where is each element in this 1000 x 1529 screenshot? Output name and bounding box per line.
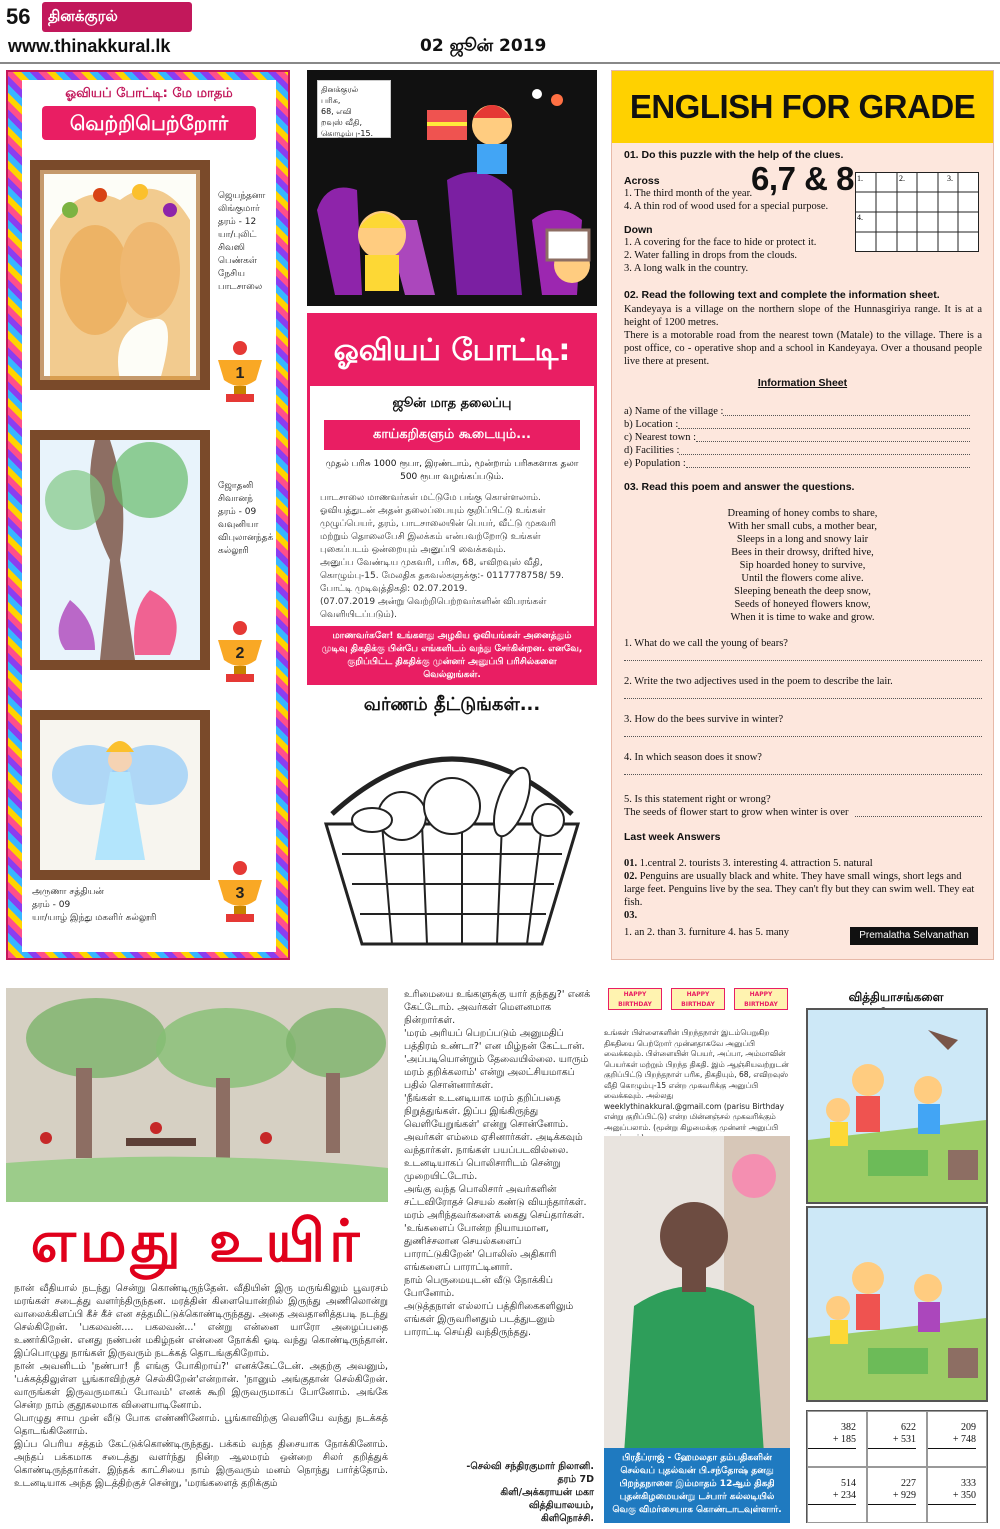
trophy-2-rank: 2 [235, 645, 245, 662]
site-url[interactable]: www.thinakkural.lk [8, 36, 171, 56]
answer-label: 03. [624, 910, 638, 921]
clue-across: 4. A thin rod of wood used for a special purpose. [624, 201, 829, 212]
q1-heading: 01. Do this puzzle with the help of the clues. [624, 149, 844, 161]
winner-3-name: அருணா சத்தியன் [32, 887, 105, 897]
address-line: 68, எவி [321, 107, 352, 116]
rule-line: பாடசாலை மாணவர்கள் மட்டுமே பங்கு கொள்ளலாம். [320, 493, 541, 503]
passage-paragraph: There is a motorable road from the nearest town (Matale) to the village. There is a post office, co - operative shop and a school in Kandeyaya. Over a thousand people live there at present. [624, 330, 982, 367]
q2-heading: 02. Read the following text and complete the information sheet. [624, 289, 940, 301]
passage-paragraph: Kandeyaya is a village on the northern slope of the Hunnasgiriya range. It is at a height of 1200 metres. [624, 304, 982, 328]
poem-line: Sip hoarded honey to survive, [739, 560, 866, 571]
article-paragraph: அவர்கள் எம்மை ஏசினார்கள். அடிக்கவும் வந்தார்கள். நாங்கள் பயப்படவில்லை. உடனடியாகப் பொலிசாரிடம் சென்று முறையிட்டோம். [404, 1132, 583, 1182]
poem-line: With her small cubs, a mother bear, [727, 521, 878, 532]
info-field-label: d) Facilities : [624, 445, 680, 456]
winner-1-info [218, 190, 276, 294]
birthday-photo [604, 1136, 790, 1454]
question-3[interactable] [624, 713, 982, 737]
page-number: 56 [6, 4, 31, 29]
clue-across: 1. The third month of the year. [624, 188, 753, 199]
winner-2-painting [30, 430, 210, 670]
article-paragraph: பொழுது சாய முன் வீடு போக எண்ணினோம். பூங்காவிற்கு வெளியே வந்து நடக்கத் தொடங்கினோம். [14, 1413, 388, 1437]
q1-clues [624, 175, 852, 275]
page-header [0, 0, 1000, 64]
masthead-logo: தினக்குரல் [42, 2, 192, 32]
competition-box [307, 313, 597, 685]
sum-box[interactable] [807, 1467, 867, 1523]
sum-box[interactable] [807, 1411, 867, 1467]
across-label: Across [624, 175, 660, 187]
info-field[interactable] [624, 431, 970, 444]
sum-bottom: + 531 [892, 1434, 916, 1445]
poem-line: Bees in their drowsy, drifted hive, [731, 547, 874, 558]
winners-title: வெற்றிபெற்றோர் [42, 106, 256, 140]
clue-down: 2. Water falling in drops from the clouds. [624, 250, 798, 261]
birthday-caption: பிரதீப்ராஜ் - ஹேமலதா தம்பதிகளின் செல்வப் புதல்வன் பி.சந்தோஷ் தனது பிறந்தநாளை இம்மாதம் 12ஆம் திகதி புதன்கிழமையன்று டச்பார் கல்லடியில் வெகு விமர்சையாக கொண்டாடவுள்ளார். [604, 1448, 790, 1523]
winners-panel [6, 70, 290, 960]
winner-1-grade: தரம் - 12 [218, 217, 257, 227]
winners-inner [22, 80, 276, 952]
sum-top: 333 [961, 1478, 976, 1489]
article-body-right [404, 988, 594, 1339]
info-field[interactable] [624, 405, 970, 418]
draw-banner [307, 70, 597, 306]
grid-number-4: 4. [857, 213, 863, 222]
rule-line: போட்டி முடிவுத்திகதி: 02.07.2019. [320, 584, 468, 594]
article-paragraph: உரிமையை உங்களுக்கு யார் தந்தது?' எனக் கேட்டோம். அவர்கள் மௌனமாக நின்றார்கள். [404, 989, 591, 1026]
grid-number-1: 1. [857, 174, 863, 183]
winner-1-name: ஜெயந்தனா [218, 191, 266, 201]
poem [612, 507, 993, 624]
info-field[interactable] [624, 418, 970, 431]
winner-2-name: ஜோதனி [218, 481, 254, 491]
birthday-badge: HAPPY BIRTHDAY [734, 988, 788, 1010]
article-paragraph: நான் அவனிடம் 'நண்பா! நீ எங்கு போகிறாய்?' எனக்கேட்டேன். அதற்கு அவனும், 'பக்கத்திலுள்ள பூங்காவிற்குச் செல்கிறேன்'என்றான். 'நானும் அங்குதான் செல்கிறேன். வாருங்கள் இருவருமாகப் போவம்' எனக் கூறி இருவருமாகப் போனோம். அங்கே சென்ற நாம் குதூகலமாக விளையாடினோம். [14, 1361, 388, 1411]
info-field-label: a) Name of the village : [624, 406, 724, 417]
winner-1-line: யா/புலிட் [218, 230, 257, 240]
sum-bottom: + 929 [892, 1490, 916, 1501]
info-field-label: c) Nearest town : [624, 432, 697, 443]
sum-bottom: + 748 [952, 1434, 976, 1445]
rule-line: ஓவியத்துடன் அதன் தலைப்பையும் குறிப்பிட்டு உங்கள் முழுப்பெயர், தரம், பாடசாலையின் பெயர், வீட்டு முகவரி மற்றும் தொலைபேசி இலக்கம் என்பவற்றோடு உங்கள் புகைப்படம் ஒன்றையும் அனுப்பி வைக்கவும். [320, 506, 557, 555]
winner-1-line: பெண்கள் [218, 256, 258, 266]
article-paragraph: 'மரம் அரியப் பெறப்படும் அனுமதிப் பத்திரம் உண்டா?' என மிழ்நன் கேட்டான். [404, 1028, 585, 1052]
sum-top: 227 [901, 1478, 916, 1489]
address-line: கொழும்பு-15. [321, 129, 374, 138]
butterfly-fairy-illustration [40, 720, 200, 870]
info-field-label: b) Location : [624, 419, 679, 430]
winner-3-school: யா/யாழ் இந்து மகளிர் கல்லூரி [32, 913, 157, 923]
winner-2-line: விபுலானந்தக் [218, 533, 274, 543]
vegetable-basket-illustration [312, 724, 592, 954]
winner-2-info [218, 480, 276, 558]
poem-line: Seeds of honeyed flowers know, [734, 599, 871, 610]
info-field-label: e) Population : [624, 458, 686, 469]
question-text: 2. Write the two adjectives used in the poem to describe the lair. [624, 676, 893, 687]
sum-top: 622 [901, 1422, 916, 1433]
answer-text: Penguins are usually black and white. They have small wings, short legs and large feet. Penguins live by the sea. They can't fly but they can swim well. They eat fish. [624, 871, 975, 908]
tree-cutting-drawing [6, 988, 388, 1202]
article-paragraph: அடுத்தநாள் எல்லாப் பத்திரிகைகளிலும் எங்கள் இருவரினதும் படத்துடனும் பாராட்டி செய்தி வந்திருந்தது. [404, 1301, 574, 1338]
sum-box[interactable] [927, 1467, 987, 1523]
sum-top: 209 [961, 1422, 976, 1433]
trophy-1-rank: 1 [235, 365, 245, 382]
question-text: 4. In which season does it snow? [624, 752, 762, 763]
grid-number-2: 2. [899, 174, 905, 183]
sum-top: 382 [841, 1422, 856, 1433]
fairy-illustration [40, 440, 200, 660]
poem-line: Sleeps in a long and snowy lair [736, 534, 869, 545]
poem-line: Sleeping beneath the deep snow, [734, 586, 871, 597]
q3-heading: 03. Read this poem and answer the questions. [624, 481, 855, 493]
issue-date: 02 ஜூன் 2019 [420, 36, 547, 56]
answer-text: 1. an 2. than 3. furniture 4. has 5. many [624, 927, 790, 938]
birthday-badge: HAPPY BIRTHDAY [671, 988, 725, 1010]
article-body-left [14, 1282, 388, 1490]
article-title: எமது உயிர் [30, 1207, 364, 1275]
author-line: வித்தியாலயம், [528, 1500, 594, 1511]
winner-2-line: சிவானந் [218, 494, 253, 504]
winner-1-line: லிங்குமார் [218, 204, 260, 214]
competition-theme: காய்கறிகளும் கூடையும்... [324, 420, 580, 450]
kids-drawing-illustration [307, 70, 597, 306]
winner-3-grade: தரம் - 09 [32, 900, 71, 910]
sum-box[interactable] [927, 1411, 987, 1467]
article-paragraph: அங்கு வந்த பொலிசார் அவர்களின் சட்டவிரோதச் செயல் கண்டு வியந்தார்கள். மரம் அரிந்தவர்களைக் கைது செய்தார்கள். [404, 1184, 587, 1221]
clue-down: 1. A covering for the face to hide or protect it. [624, 237, 817, 248]
info-field[interactable] [624, 457, 970, 470]
birthday-badges [608, 988, 788, 1010]
sum-box[interactable] [867, 1467, 927, 1523]
rule-line: அனுப்ப வேண்டிய முகவரி, பரிசு, 68, எவிறவுஸ் வீதி, கொழும்பு-15. மேலதிக தகவல்களுக்கு:- 0117778758/ 59. [320, 558, 564, 581]
article-paragraph: நான் வீதியால் நடந்து சென்று கொண்டிருந்தேன். வீதியின் இரு மருங்கிலும் பூவரசம் மரங்கள் சடைத்து வளர்ந்திருந்தன. மரத்தின் கிளையொன்றில் இருந்து அணிலொன்று வாலைக்கிளப்பி கீச் கீச் என சத்தமிட்டுக்கொண்டிருந்தது. அதை அவதானித்தபடி நடந்து செல்கிறேன். 'பகலவன்.... பகலவன்...' என்று என்னை யாரோ அழைப்பதை உணர்கிறேன். எனது நண்பன் மகிழ்நன் என்னை நோக்கி ஓடி வந்து கொண்டிருந்தான். இப்பொழுது நாங்கள் இருவரும் நடக்கத் தொடங்குகிறோம். [14, 1283, 388, 1359]
answer-label: 01. [624, 858, 638, 869]
sum-bottom: + 185 [832, 1434, 856, 1445]
maths-sums [806, 1410, 988, 1523]
grid-number-3: 3. [947, 174, 953, 183]
article-paragraph: இப்ப பெரிய சத்தம் கேட்டுக்கொண்டிருந்தது. பக்கம் வந்த திசையாக நோக்கினோம். அந்தப் பக்கமாக சடைத்து வளர்ந்து நின்ற ஆலமரம் ஒன்றை சிலர் தறித்துக் கொண்டிருந்தார்கள். இந்தக் காட்சியை நாம் இருவரும் மனம் நொந்து பார்த்தோம். உடனடியாக அந்த இடத்திற்குச் சென்று, 'மரங்களைத் தறிக்கும் [14, 1439, 388, 1489]
trophy-1-icon [212, 340, 268, 406]
winner-3-painting [30, 710, 210, 880]
author-line: கிளிநொச்சி. [540, 1513, 594, 1524]
winner-2-school: கல்லூரி [218, 546, 249, 556]
author-line: தரம் 7D [557, 1474, 594, 1485]
q2-passage [624, 303, 982, 368]
question-4[interactable] [624, 751, 982, 775]
birthday-column [604, 988, 790, 1523]
author-line: கிளி/அக்கராயன் மகா [500, 1487, 594, 1498]
sum-box[interactable] [867, 1411, 927, 1467]
poem-line: When it is time to wake and grow. [730, 612, 875, 623]
trophy-3-icon [212, 860, 268, 926]
question-statement: The seeds of flower start to grow when winter is over [624, 807, 849, 818]
article-paragraph: 'நீங்கள் உடனடியாக மரம் தறிப்பதை நிறுத்துங்கள். இப்ப இங்கிருந்து வெளியேறுங்கள்' என்று சொன்னோம். [404, 1093, 569, 1130]
trophy-2-icon [212, 620, 268, 686]
rule-line: (07.07.2019 அன்று வெற்றிபெற்றவர்களின் விபரங்கள் வெளியிடப்படும்). [320, 597, 547, 620]
sum-bottom: + 234 [832, 1490, 856, 1501]
article-paragraph: 'அப்படியொன்றும் தேவையில்லை. யாரும் மரம் தறிக்கலாம்' என்று அலட்சியமாகப் பதில் சொன்னார்கள். [404, 1054, 589, 1091]
address-line: பரிசு, [321, 96, 341, 105]
sum-top: 514 [841, 1478, 856, 1489]
info-sheet-fields [624, 405, 970, 470]
poem-line: Until the flowers come alive. [741, 573, 864, 584]
winner-1-school: நேசிய பாடசாலை [218, 269, 263, 292]
sum-bottom: + 350 [952, 1490, 976, 1501]
english-title: ENGLISH FOR GRADE 6,7 & 8 [612, 71, 993, 143]
author-line: -செல்வி சந்திரகுமார் நிலானி. [466, 1461, 594, 1472]
question-1[interactable] [624, 637, 982, 661]
winner-2-line: வவுனியா [218, 520, 259, 530]
address-line: றவுஸ் வீதி, [321, 118, 362, 127]
question-2[interactable] [624, 675, 982, 699]
poem-line: Dreaming of honey combs to share, [727, 508, 878, 519]
competition-month-heading: ஜூன் மாத தலைப்பு [392, 396, 512, 411]
clue-down: 3. A long walk in the country. [624, 263, 749, 274]
winners-kicker: ஓவியப் போட்டி: மே மாதம் [65, 86, 233, 101]
author-credit: Premalatha Selvanathan [850, 927, 978, 945]
info-field[interactable] [624, 444, 970, 457]
down-label: Down [624, 224, 653, 236]
competition-footer: மாணவர்களே! உங்களது அழகிய ஓவியங்கள் அனைத்தும் முடிவு திகதிக்கு பின்பே எங்களிடம் வந்து சேர்கின்றன. எனவே, குறிப்பிட்ட திகதிக்கு முன்னர் அனுப்பி பரிசில்களை வெல்லுங்கள். [310, 626, 594, 682]
portrait-illustration [40, 170, 200, 380]
english-lesson-panel [611, 70, 994, 960]
address-line: தினக்குரல் [321, 85, 359, 94]
competition-title: ஓவியப் போட்டி: [310, 316, 594, 386]
answer-text: 1.central 2. tourists 3. interesting 4. attraction 5. natural [639, 858, 873, 869]
question-text: 3. How do the bees survive in winter? [624, 714, 784, 725]
article-paragraph: 'உங்களைப் போன்ற நியாயமான, துணிச்சலான செயல்களைப் பாராட்டுகிறேன்' பொலிஸ் அதிகாரி எங்களைப் பாராட்டினார். [404, 1223, 557, 1273]
article-paragraph: நாம் பெருமையுடன் வீடு நோக்கிப் போனோம். [404, 1275, 553, 1299]
answers-heading: Last week Answers [624, 831, 721, 843]
birthday-notice: உங்கள் பிள்ளைகளின் பிறந்தநாள் இடம்பெறுகிற திகதியை பெற்றோர் முன்னதாகவே அனுப்பி வைக்கவும். பிள்ளையின் பெயர், அப்பா, அம்மாவின் பெயர்கள் மற்றும் பிறந்த திகதி. இம் ஆஞ்சியவற்றுடன் குறிப்பிட்டு பிறந்தநாள் பரிசு, திகதியும், 68, எவிறவுஸ் வீதி கொழும்பு-15 என்ற முகவரிக்கு அனுப்பி வைக்கவும். அல்லது weeklythinakkural.@gmail.com (parisu Birthday என்று குறிப்பிட்டு) என்ற மின்னஞ்சல் முகவரிக்கும் அனுப்பலாம். (மூன்று கிழமைக்கு முன்னர் அனுப்பி [604, 1028, 789, 1132]
info-sheet-title: Information Sheet [757, 377, 848, 389]
difference-picture-2[interactable] [806, 1206, 988, 1402]
competition-rules [320, 492, 584, 622]
birthday-badge: HAPPY BIRTHDAY [608, 988, 662, 1010]
question-text: 5. Is this statement right or wrong? [624, 794, 771, 805]
difference-picture-1[interactable] [806, 1008, 988, 1204]
article-author [404, 1460, 594, 1525]
winner-1-painting [30, 160, 210, 390]
article-drawing-photo [6, 988, 388, 1202]
spot-difference-title: வித்தியாசங்களை [848, 990, 944, 1004]
question-text: 1. What do we call the young of bears? [624, 638, 788, 649]
answer-label: 02. [624, 871, 638, 882]
question-5[interactable] [624, 793, 982, 819]
winner-2-grade: தரம் - 09 [218, 507, 257, 517]
winner-3-info [32, 886, 212, 925]
crossword-grid[interactable] [855, 172, 979, 252]
winner-1-line: சிவஸி [218, 243, 245, 253]
colouring-title: வர்ணம் தீட்டுங்கள்... [363, 694, 541, 715]
trophy-3-rank: 3 [235, 885, 245, 902]
competition-prizes: முதல் பரிசு 1000 ரூபா, இரண்டாம், மூன்றாம் பரிசுகளாக தலா 500 ரூபா வழங்கப்படும். [325, 459, 579, 482]
